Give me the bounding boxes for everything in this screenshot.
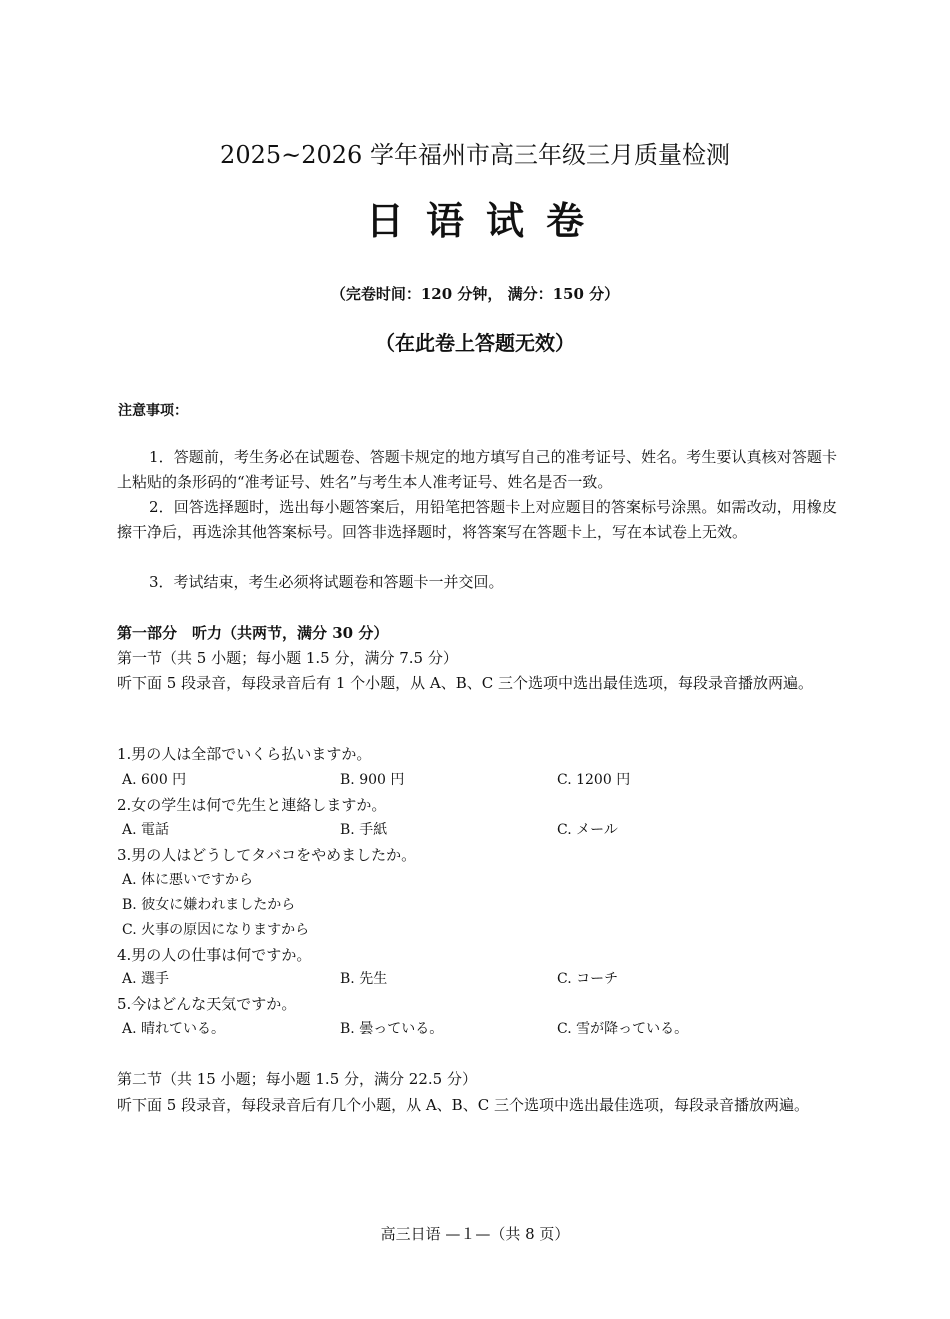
notice-item-1: 1．答题前，考生务必在试题卷、答题卡规定的地方填写自己的准考证号、姓名。考生要认真核对答题卡上粘贴的条形码的“准考证号、姓名”与考生本人准考证号、姓名是否一致。 (117, 448, 837, 491)
question-3-option-a: A. 体に悪いですから (122, 872, 254, 888)
question-1-option-a: A. 600 円 (122, 772, 187, 788)
section1-heading: 第一节（共 5 小题；每小题 1.5 分，满分 7.5 分） (117, 649, 458, 667)
part1-heading: 第一部分 听力（共两节，满分 30 分） (117, 624, 389, 642)
question-1-option-b: B. 900 円 (340, 772, 405, 788)
notice-heading: 注意事项： (118, 403, 188, 419)
exam-info: （完卷时间：120 分钟， 满分：150 分） (330, 285, 620, 303)
page-footer: 高三日语 —１—（共 8 页） (380, 1225, 570, 1243)
exam-title: 2025~2026 学年福州市高三年级三月质量检测 (220, 141, 730, 169)
question-3-stem: 3.男の人はどうしてタバコをやめましたか。 (117, 846, 417, 864)
question-1-option-c: C. 1200 円 (557, 772, 631, 788)
notice-item-2: 2．回答选择题时，选出每小题答案后，用铅笔把答题卡上对应题目的答案标号涂黑。如需改动，用橡皮擦干净后，再选涂其他答案标号。回答非选择题时，将答案写在答题卡上，写在本试卷上无效。 (117, 498, 837, 541)
question-2-stem: 2.女の学生は何で先生と連絡しますか。 (117, 796, 387, 814)
section1-instruction: 听下面 5 段录音，每段录音后有 1 个小题，从 A、B、C 三个选项中选出最佳选项，每段录音播放两遍。 (117, 674, 814, 692)
question-5-option-a: A. 晴れている。 (122, 1021, 226, 1037)
question-2-option-b: B. 手紙 (340, 822, 388, 838)
question-3-option-c: C. 火事の原因になりますから (122, 922, 310, 938)
section2-instruction: 听下面 5 段录音，每段录音后有几个小题，从 A、B、C 三个选项中选出最佳选项，每段录音播放两遍。 (117, 1096, 809, 1114)
question-5-option-b: B. 曇っている。 (340, 1021, 444, 1037)
section2-heading: 第二节（共 15 小题；每小题 1.5 分，满分 22.5 分） (117, 1070, 477, 1088)
question-5-option-c: C. 雪が降っている。 (557, 1021, 689, 1037)
question-1-stem: 1.男の人は全部でいくら払いますか。 (117, 745, 372, 763)
question-4-option-a: A. 選手 (122, 971, 170, 987)
invalid-note: （在此卷上答题无效） (375, 331, 575, 355)
question-5-stem: 5.今はどんな天気ですか。 (117, 995, 297, 1013)
notice-item-3: 3．考试结束，考生必须将试题卷和答题卡一并交回。 (149, 573, 504, 591)
question-4-option-b: B. 先生 (340, 971, 388, 987)
question-2-option-a: A. 電話 (122, 822, 170, 838)
question-2-option-c: C. メール (557, 822, 618, 838)
question-3-option-b: B. 彼女に嫌われましたから (122, 897, 296, 913)
question-4-option-c: C. コーチ (557, 971, 619, 987)
subject-title: 日语试卷 (365, 198, 606, 243)
question-4-stem: 4.男の人の仕事は何ですか。 (117, 946, 312, 964)
